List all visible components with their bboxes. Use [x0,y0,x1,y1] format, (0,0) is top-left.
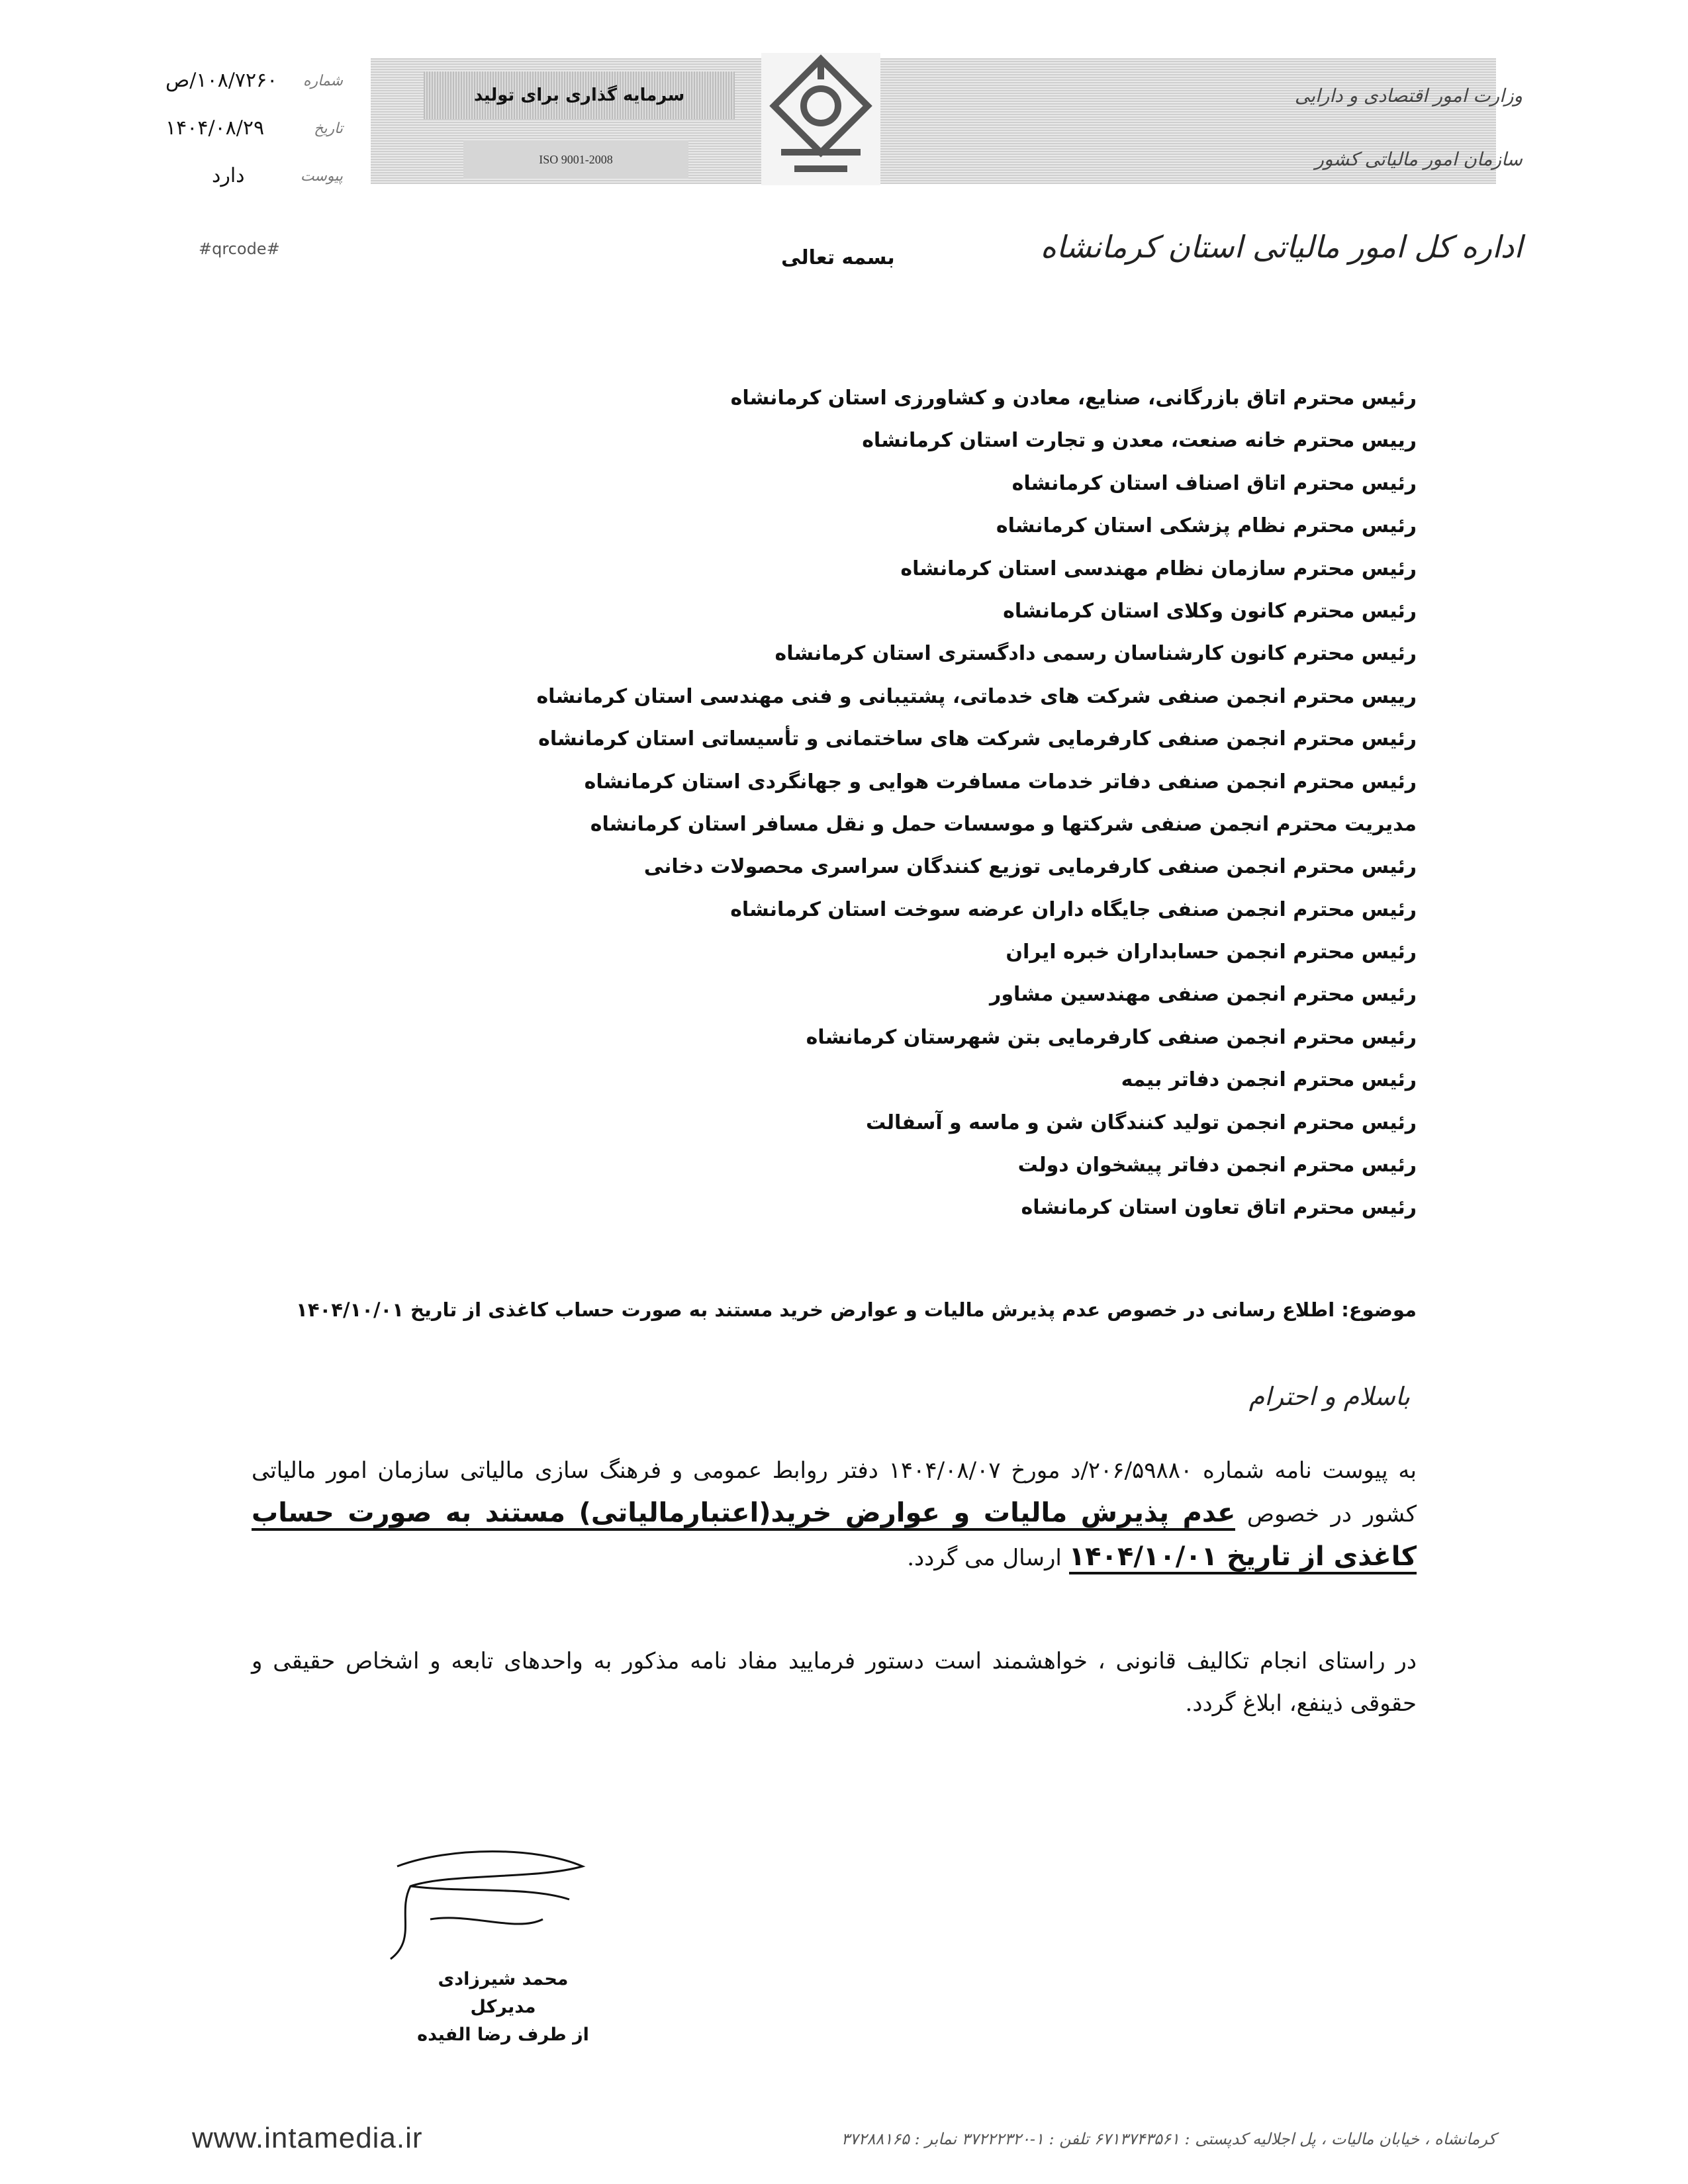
qrcode-placeholder: #qrcode# [199,240,280,258]
letter-number: ۱۰۸/۷۲۶۰/ص [165,69,278,92]
recipient: مدیریت محترم انجمن صنفی شرکتها و موسسات حمل و نقل مسافر استان کرمانشاه [590,812,1417,836]
letter-date-label: تاریخ [314,120,343,137]
recipient: رئیس محترم انجمن دفاتر پیشخوان دولت [1017,1154,1417,1177]
letterhead-slogan: سرمایه گذاری برای تولید [424,71,735,119]
recipient: رئیس محترم انجمن صنفی کارفرمایی شرکت های ساختمانی و تأسیساتی استان کرمانشاه [538,727,1417,751]
signer-title: مدیرکل [470,1997,536,2017]
body-paragraph-1 [252,1449,1417,1579]
recipient: رئیس محترم انجمن صنفی جایگاه داران عرضه سوخت استان کرمانشاه [730,897,1417,921]
recipient: رئیس محترم سازمان نظام مهندسی استان کرمانشاه [900,557,1417,580]
footer-address: کرمانشاه ، خیابان مالیات ، پل اجلالیه کدپستی : ۶۷۱۳۷۴۳۵۶۱ تلفن : ۱-۳۷۲۲۲۳۲۰ نمابر : ۳۷۲۸۸۱۶۵ [841,2130,1496,2148]
signer-on-behalf: از طرف رضا الفیده [417,2025,589,2045]
letter-subject: موضوع: اطلاع رسانی در خصوص عدم پذیرش مالیات و عوارض خرید مستند به صورت حساب کاغذی از تاریخ ۱۴۰۴/۱۰/۰۱ [296,1298,1417,1321]
recipient: رئیس محترم اتاق تعاون استان کرمانشاه [1021,1196,1417,1220]
department-title: اداره کل امور مالیاتی استان کرمانشاه [1040,229,1523,265]
recipient: رئیس محترم کانون کارشناسان رسمی دادگستری استان کرمانشاه [774,642,1417,666]
handwritten-signature [371,1840,609,1979]
recipient: رئیس محترم انجمن صنفی مهندسین مشاور [990,983,1417,1007]
letter-attachment-row [165,164,343,212]
recipient: رئیس محترم انجمن صنفی کارفرمایی توزیع کنندگان سراسری محصولات دخانی [643,855,1417,879]
letter-date: ۱۴۰۴/۰۸/۲۹ [165,116,265,140]
recipient: رئیس محترم انجمن صنفی کارفرمایی بتن شهرستان کرمانشاه [806,1025,1417,1049]
signer-name: محمد شیرزادی [438,1969,569,1989]
recipient: رئیس محترم انجمن دفاتر بیمه [1121,1068,1417,1092]
ministry-name: وزارت امور اقتصادی و دارایی [1294,85,1523,107]
body-paragraph-1-highlight: عدم پذیرش مالیات و عوارض خرید(اعتبارمالیاتی) مستند به صورت حساب کاغذی از تاریخ ۱۴۰۴/۱۰/۰۱ [252,1498,1417,1574]
recipient: رئیس محترم انجمن تولید کنندگان شن و ماسه و آسفالت [865,1111,1417,1134]
letter-number-label: شماره [303,73,343,89]
letter-attachment: دارد [212,164,245,187]
invocation: بسمه تعالی [781,246,895,269]
iso-badge: ISO 9001-2008 [463,140,688,179]
footer-website-link[interactable]: www.intamedia.ir [192,2122,423,2154]
body-paragraph-1-intro: به پیوست نامه شماره ۲۰۶/۵۹۸۸۰/د مورخ ۱۴۰۴/۰۸/۰۷ دفتر روابط عمومی و فرهنگ سازی مالیاتی سازمان امور مالیاتی کشور در خصوص [252,1457,1417,1527]
body-paragraph-1-closing: ارسال می گردد. [907,1545,1069,1571]
letter-number-row [165,69,343,116]
recipient: رییس محترم خانه صنعت، معدن و تجارت استان کرمانشاه [862,429,1417,453]
recipient: رییس محترم انجمن صنفی شرکت های خدماتی، پشتیبانی و فنی مهندسی استان کرمانشاه [536,684,1417,708]
recipient: رئیس محترم کانون وکلای استان کرمانشاه [1003,599,1417,623]
recipient: رئیس محترم اتاق اصناف استان کرمانشاه [1011,471,1417,495]
organization-name: سازمان امور مالیاتی کشور [1315,148,1523,170]
recipient: رئیس محترم اتاق بازرگانی، صنایع، معادن و کشاورزی استان کرمانشاه [730,387,1417,410]
recipient: رئیس محترم انجمن حسابداران خبره ایران [1006,940,1417,964]
recipient-list [185,377,1417,1230]
letter-meta [165,69,343,212]
salutation: باسلام و احترام [1248,1382,1410,1411]
tax-organization-emblem-icon [755,46,887,192]
recipient: رئیس محترم نظام پزشکی استان کرمانشاه [996,514,1417,538]
letter-date-row [165,116,343,164]
body-paragraph-2: در راستای انجام تکالیف قانونی ، خواهشمند است دستور فرمایید مفاد نامه مذکور به واحدهای تابعه و اشخاص حقیقی و حقوقی ذینفع، ابلاغ گردد. [252,1648,1417,1717]
letter-attachment-label: پیوست [300,168,343,185]
signature-block [397,1966,609,2049]
recipient: رئیس محترم انجمن صنفی دفاتر خدمات مسافرت هوایی و جهانگردی استان کرمانشاه [584,770,1417,794]
